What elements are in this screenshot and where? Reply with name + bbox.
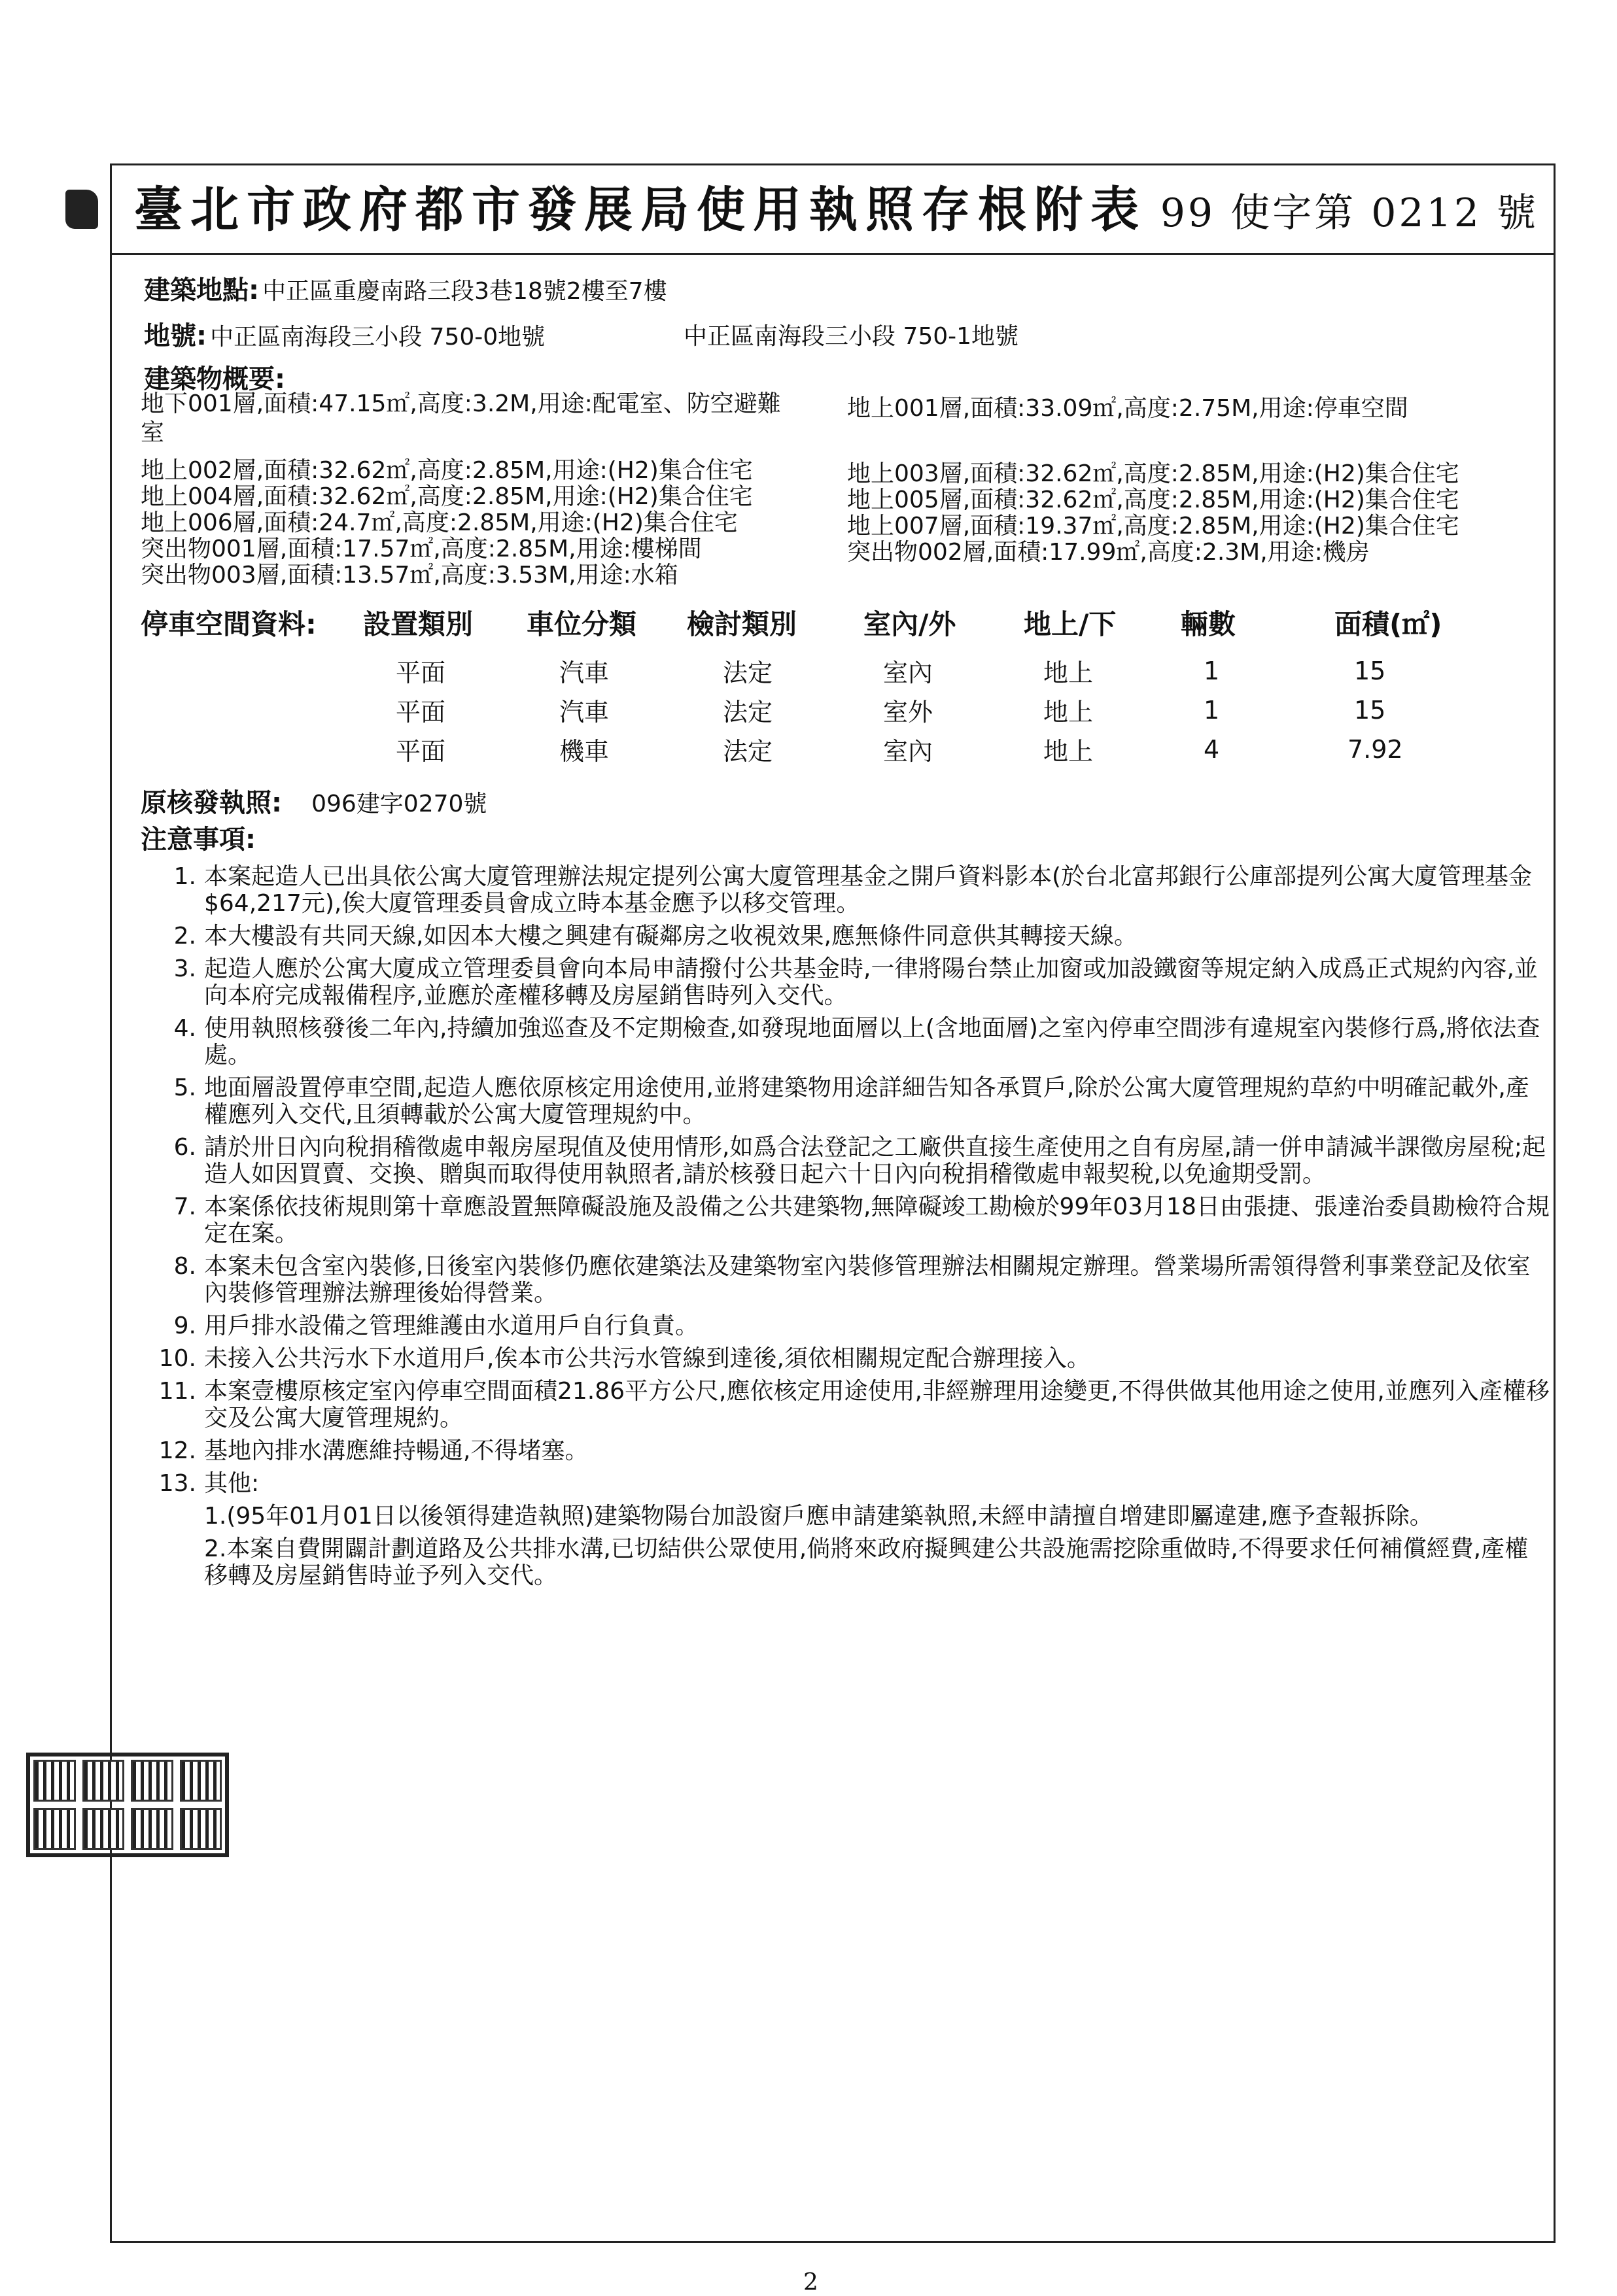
parking-row-3-level: 地上	[1043, 737, 1094, 766]
location-label: 建築地點:	[144, 275, 259, 305]
parking-header-indoor: 室內/外	[863, 608, 956, 640]
lot-value-2: 中正區南海段三小段 750-1地號	[684, 323, 1019, 350]
parking-row-1-count: 1	[1204, 657, 1220, 685]
note-item: 6. 請於卅日內向稅捐稽徵處申報房屋現值及使用情形,如爲合法登記之工廠供直接生產使用之自有房屋,請一併申請減半課徵房屋稅;起造人如因買賣、交換、贈與而取得使用執照者,請於核發日起六十日內向稅捐稽徵處申報契稅,以免逾期受罰。	[173, 1134, 1546, 1188]
notes-list	[144, 863, 1550, 1595]
note-item: 7. 本案係依技術規則第十章應設置無障礙設施及設備之公共建築物,無障礙竣工勘檢於99年03月18日由張捷、張達治委員勘檢符合規定在案。	[173, 1193, 1550, 1247]
parking-header-area: 面積(㎡)	[1334, 608, 1442, 640]
lot-value-1: 中正區南海段三小段 750-0地號	[210, 324, 546, 351]
parking-row-1-review: 法定	[723, 659, 773, 687]
parking-row-3-review: 法定	[723, 737, 773, 766]
original-permit-label: 原核發執照:	[141, 788, 282, 818]
parking-row-2-review: 法定	[723, 698, 773, 727]
note-item: 9. 用戶排水設備之管理維護由水道用戶自行負責。	[173, 1312, 699, 1339]
original-permit-value: 096建字0270號	[311, 791, 487, 817]
parking-label: 停車空間資料:	[141, 608, 317, 640]
penthouse-2: 突出物002層,面積:17.99㎡,高度:2.3M,用途:機房	[847, 539, 1370, 566]
floor-1: 地上001層,面積:33.09㎡,高度:2.75M,用途:停車空間	[847, 395, 1408, 422]
floor-7: 地上007層,面積:19.37㎡,高度:2.85M,用途:(H2)集合住宅	[847, 513, 1459, 540]
note-item: 5. 地面層設置停車空間,起造人應依原核定用途使用,並將建築物用途詳細告知各承買戶,除於公寓大廈管理規約草約中明確記載外,產權應列入交代,且須轉載於公寓大廈管理規約中。	[173, 1074, 1529, 1128]
parking-header-count: 輛數	[1181, 608, 1236, 640]
other-item: 2.本案自費開闢計劃道路及公共排水溝,已切結供公眾使用,倘將來政府擬興建公共設施需挖除重做時,不得要求任何補償經費,產權移轉及房屋銷售時並予列入交代。	[204, 1535, 1529, 1589]
parking-row-3-indoor: 室內	[883, 737, 933, 766]
parking-row-2-level: 地上	[1043, 698, 1094, 727]
note-item: 2. 本大樓設有共同天線,如因本大樓之興建有礙鄰房之收視效果,應無條件同意供其轉接天線。	[173, 923, 1138, 950]
note-item: 4. 使用執照核發後二年內,持續加強巡查及不定期檢查,如發現地面層以上(含地面層)之室內停車空間涉有違規室內裝修行爲,將依法查處。	[173, 1015, 1540, 1069]
original-permit-row	[141, 782, 487, 819]
parking-row-2-count: 1	[1204, 696, 1220, 725]
parking-row-1-area: 15	[1354, 657, 1386, 685]
lot-label: 地號:	[144, 321, 207, 351]
other-item: 1.(95年01月01日以後領得建造執照)建築物陽台加設窗戶應申請建築執照,未經申請擅自增建即屬違建,應予查報拆除。	[204, 1503, 1433, 1530]
note-item: 1. 本案起造人已出具依公寓大廈管理辦法規定提列公寓大廈管理基金之開戶資料影本(於台北富邦銀行公庫部提列公寓大廈管理基金$64,217元),俟大廈管理委員會成立時本基金應予以移交管理。	[173, 863, 1533, 917]
note-item: 10. 未接入公共污水下水道用戶,俟本市公共污水管線到達後,須依相關規定配合辦理接入。	[158, 1345, 1090, 1372]
parking-header-level: 地上/下	[1024, 608, 1117, 640]
document-title: 臺北市政府都市發展局使用執照存根附表	[134, 182, 1147, 238]
penthouse-3: 突出物003層,面積:13.57㎡,高度:3.53M,用途:水箱	[141, 562, 678, 589]
floor-6: 地上006層,面積:24.7㎡,高度:2.85M,用途:(H2)集合住宅	[141, 509, 738, 536]
note-item: 12. 基地內排水溝應維持暢通,不得堵塞。	[158, 1437, 589, 1464]
parking-row-1-indoor: 室內	[883, 659, 933, 687]
note-item: 8. 本案未包含室內裝修,日後室內裝修仍應依建築法及建築物室內裝修管理辦法相關規定辦理。營業場所需領得營利事業登記及依室內裝修管理辦法辦理後始得營業。	[173, 1253, 1531, 1307]
location-row	[144, 269, 667, 307]
parking-row-3-type: 平面	[396, 737, 446, 766]
permit-number: 99 使字第 0212 號	[1160, 190, 1539, 236]
floor-4: 地上004層,面積:32.62㎡,高度:2.85M,用途:(H2)集合住宅	[141, 483, 753, 510]
floor-3: 地上003層,面積:32.62㎡,高度:2.85M,用途:(H2)集合住宅	[847, 460, 1459, 487]
floor-b1: 地下001層,面積:47.15㎡,高度:3.2M,用途:配電室、防空避難	[141, 390, 781, 417]
floor-2: 地上002層,面積:32.62㎡,高度:2.85M,用途:(H2)集合住宅	[141, 457, 753, 484]
notes-label: 注意事項:	[141, 825, 256, 855]
lot-row	[144, 315, 545, 352]
parking-row-1-class: 汽車	[559, 659, 610, 687]
parking-row-3-class: 機車	[559, 737, 610, 766]
parking-row-1-type: 平面	[396, 659, 446, 687]
penthouse-1: 突出物001層,面積:17.57㎡,高度:2.85M,用途:樓梯間	[141, 536, 702, 562]
page-number: 2	[803, 2269, 818, 2296]
note-item: 11. 本案壹樓原核定室內停車空間面積21.86平方公尺,應依核定用途使用,非經辦理用途變更,不得供做其他用途之使用,並應列入產權移交及公寓大廈管理規約。	[158, 1378, 1550, 1431]
location-value: 中正區重慶南路三段3巷18號2樓至7樓	[262, 278, 667, 305]
floor-b1-cont: 室	[141, 419, 165, 446]
parking-row-2-area: 15	[1354, 696, 1386, 725]
parking-row-1-level: 地上	[1043, 659, 1094, 687]
parking-row-2-indoor: 室外	[883, 698, 933, 727]
parking-row-3-count: 4	[1204, 735, 1220, 764]
parking-header-review: 檢討類別	[687, 608, 797, 640]
floor-5: 地上005層,面積:32.62㎡,高度:2.85M,用途:(H2)集合住宅	[847, 487, 1459, 513]
parking-row-2-class: 汽車	[559, 698, 610, 727]
note-item: 3. 起造人應於公寓大廈成立管理委員會向本局申請撥付公共基金時,一律將陽台禁止加窗或加設鐵窗等規定納入成爲正式規約內容,並向本府完成報備程序,並應於產權移轉及房屋銷售時列入交代。	[173, 955, 1538, 1009]
parking-row-2-type: 平面	[396, 698, 446, 727]
scan-mark	[65, 190, 98, 229]
official-seal-stamp	[26, 1753, 229, 1857]
parking-row-3-area: 7.92	[1348, 735, 1403, 764]
note-item: 13. 其他:	[158, 1470, 260, 1497]
parking-header-type: 設置類別	[363, 608, 474, 640]
parking-header-class: 車位分類	[527, 608, 637, 640]
overview-label: 建築物概要:	[144, 364, 285, 394]
